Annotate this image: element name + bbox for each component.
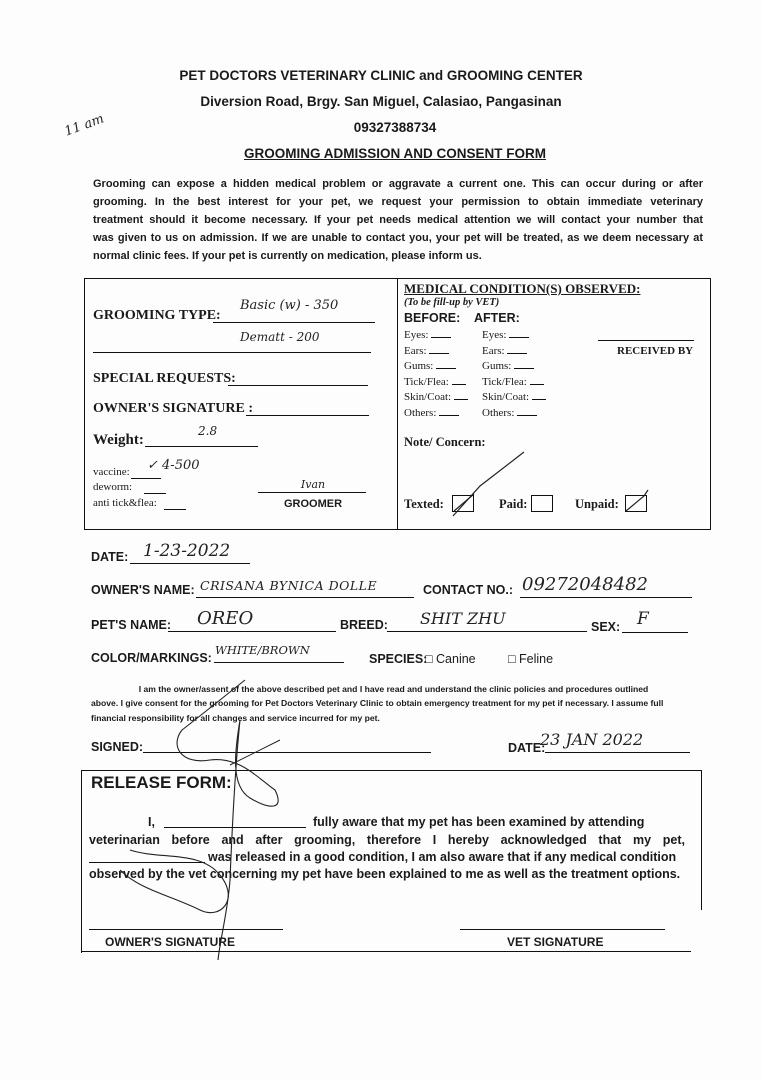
clinic-phone: 09327388734 xyxy=(353,120,437,135)
texted-label: Texted: xyxy=(404,497,444,511)
release-p1-a: I, xyxy=(148,815,155,829)
groomer-name: Ivan xyxy=(300,478,326,491)
before-item: Skin/Coat: xyxy=(404,390,468,406)
grooming-type-label: GROOMING TYPE: xyxy=(93,308,221,323)
deworm-label: deworm: xyxy=(93,481,133,493)
sex-field[interactable] xyxy=(622,632,688,633)
contact-label: CONTACT NO.: xyxy=(423,583,514,597)
tick-flea-field[interactable] xyxy=(164,509,186,510)
intro-line: normal clinic fees. If your pet is currently on medication, please inform us. xyxy=(93,250,482,262)
grooming-type-value-2: Dematt - 200 xyxy=(240,330,320,344)
species-label: SPECIES: xyxy=(369,652,428,666)
owner-name-value: CRISANA BYNICA DOLLE xyxy=(200,578,378,593)
intro-line: was given to us on admission. If we are unable to contact you, your pet will be treated, as we deem necessary at xyxy=(93,232,703,244)
unpaid-check-stroke xyxy=(626,490,648,511)
owner-sig-label: OWNER'S SIGNATURE xyxy=(105,935,235,949)
breed-field[interactable] xyxy=(387,631,587,632)
color-markings-field[interactable] xyxy=(214,662,344,663)
after-item: Ears: xyxy=(482,344,546,360)
signed-label: SIGNED: xyxy=(91,740,144,754)
medical-title: MEDICAL CONDITION(S) OBSERVED: xyxy=(404,281,641,296)
tick-flea-label: anti tick&flea: xyxy=(93,497,157,509)
date-value: 1-23-2022 xyxy=(143,541,231,561)
pet-name-field[interactable] xyxy=(168,631,336,632)
groomer-field[interactable] xyxy=(258,492,366,493)
sex-label: SEX: xyxy=(591,620,621,634)
color-markings-value: WHITE/BROWN xyxy=(215,643,310,657)
pen-strokes-svg xyxy=(398,440,698,525)
grooming-type-field[interactable] xyxy=(213,322,375,323)
intro-line: Grooming can expose a hidden medical problem or aggravate a current one. This can occur during or after xyxy=(93,178,703,190)
received-by-label: RECEIVED BY xyxy=(617,345,694,357)
feline-option[interactable]: □ Feline xyxy=(508,652,554,666)
sex-value: F xyxy=(637,609,649,629)
clinic-address: Diversion Road, Brgy. San Miguel, Calasiao, Pangasinan xyxy=(200,94,562,109)
before-label: BEFORE: xyxy=(404,311,461,325)
special-requests-label: SPECIAL REQUESTS: xyxy=(93,371,236,386)
weight-value: 2.8 xyxy=(198,424,218,438)
medical-subtitle: (To be fill-up by VET) xyxy=(404,297,500,308)
breed-value: SHIT ZHU xyxy=(420,609,506,628)
pet-name-label: PET'S NAME: xyxy=(91,618,172,632)
consent-date-value: 23 JAN 2022 xyxy=(540,730,644,749)
before-item: Ears: xyxy=(404,344,468,360)
vaccine-field[interactable] xyxy=(131,478,161,479)
note-concern-label: Note/ Concern: xyxy=(404,435,486,449)
before-item: Eyes: xyxy=(404,328,468,344)
release-title: RELEASE FORM: xyxy=(91,773,232,792)
special-requests-field[interactable] xyxy=(228,385,368,386)
vaccine-label: vaccine: xyxy=(93,466,130,478)
after-item: Others: xyxy=(482,406,546,422)
after-list xyxy=(482,328,546,421)
consent-date-field[interactable] xyxy=(545,752,690,753)
weight-label: Weight: xyxy=(93,432,144,448)
grooming-type-value-1: Basic (w) - 350 xyxy=(240,298,339,313)
intro-line: treatment should it become necessary. If your pet needs medical attention we will contact your number that xyxy=(93,214,703,226)
before-item: Tick/Flea: xyxy=(404,375,468,391)
groomer-label: GROOMER xyxy=(283,498,343,510)
after-item: Tick/Flea: xyxy=(482,375,546,391)
note-slash-stroke xyxy=(453,452,524,516)
before-item: Others: xyxy=(404,406,468,422)
contact-value: 09272048482 xyxy=(522,574,648,595)
before-item: Gums: xyxy=(404,359,468,375)
owner-signature-scribble xyxy=(100,670,330,970)
consent-line-1: I am the owner/assent of the above described pet and I have read and understand the clinic policies and procedures outlined xyxy=(138,684,649,694)
margin-note: 11 am xyxy=(62,111,107,140)
owner-signature-label: OWNER'S SIGNATURE : xyxy=(93,401,253,416)
grooming-extra-line[interactable] xyxy=(93,352,371,353)
intro-line: grooming. In the best interest for your pet, we request your permission to obtain immediate veterinary xyxy=(93,196,703,208)
deworm-field[interactable] xyxy=(144,493,166,494)
release-p3: was released in a good condition, I am also aware that if any medical condition xyxy=(208,850,677,864)
after-label: AFTER: xyxy=(474,311,520,325)
release-p2: veterinarian before and after grooming, therefore I hereby acknowledged that my pet, xyxy=(89,833,685,847)
release-right-edge xyxy=(701,770,702,910)
release-p1-b: fully aware that my pet has been examined by attending xyxy=(313,815,645,829)
vaccine-value: ✓ 4-500 xyxy=(147,458,200,473)
before-list xyxy=(404,328,468,421)
owner-name-field[interactable] xyxy=(196,597,414,598)
consent-date-label: DATE: xyxy=(508,741,546,755)
after-item: Skin/Coat: xyxy=(482,390,546,406)
release-p4: observed by the vet concerning my pet have been explained to me as well as the treatment options. xyxy=(89,867,681,881)
owner-signature-field[interactable] xyxy=(246,415,369,416)
owner-name-label: OWNER'S NAME: xyxy=(91,583,195,597)
date-label: DATE: xyxy=(91,550,129,564)
consent-line-2: above. I give consent for the grooming for Pet Doctors Veterinary Clinic to obtain emergency treatment for my pet if necessary. I assume full xyxy=(91,698,664,708)
vet-sig-field[interactable] xyxy=(460,929,665,930)
clinic-name: PET DOCTORS VETERINARY CLINIC and GROOMING CENTER xyxy=(179,68,583,83)
texted-cross-stroke xyxy=(454,494,474,511)
weight-field[interactable] xyxy=(145,446,258,447)
vet-sig-label: VET SIGNATURE xyxy=(507,935,604,949)
received-by-field[interactable] xyxy=(598,340,694,341)
unpaid-label: Unpaid: xyxy=(575,497,619,511)
breed-label: BREED: xyxy=(340,618,388,632)
form-title: GROOMING ADMISSION AND CONSENT FORM xyxy=(244,146,546,161)
after-item: Gums: xyxy=(482,359,546,375)
canine-option[interactable]: □ Canine xyxy=(425,652,476,666)
intro-paragraph xyxy=(93,175,703,265)
contact-field[interactable] xyxy=(520,597,692,598)
after-item: Eyes: xyxy=(482,328,546,344)
color-markings-label: COLOR/MARKINGS: xyxy=(91,651,212,665)
consent-line-3: financial responsibility for all changes and service incurred for my pet. xyxy=(91,713,380,723)
paid-label: Paid: xyxy=(499,497,528,511)
pet-name-value: OREO xyxy=(197,608,254,629)
date-field[interactable] xyxy=(130,563,250,564)
